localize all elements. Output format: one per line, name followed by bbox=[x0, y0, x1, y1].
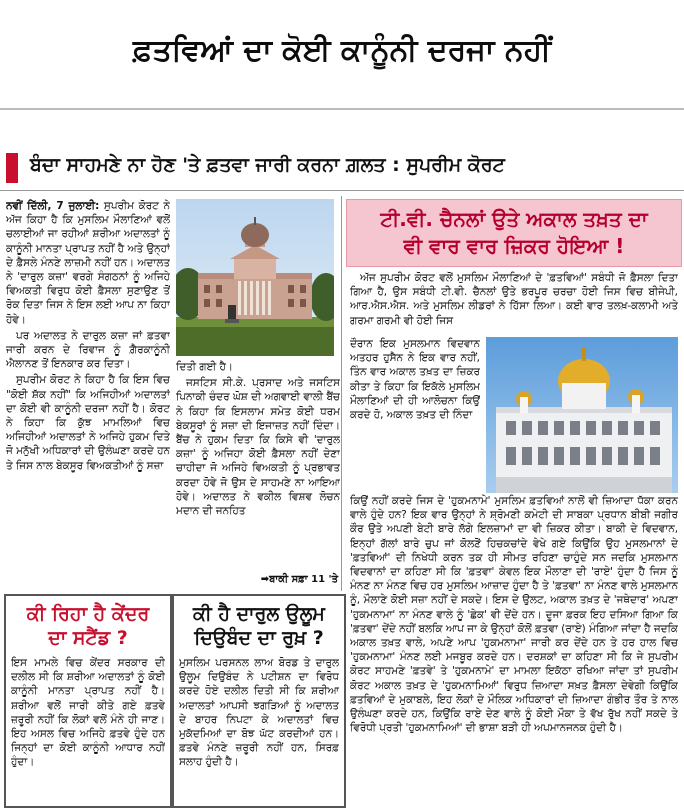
column-divider bbox=[341, 196, 342, 591]
subheadline: ਬੰਦਾ ਸਾਹਮਣੇ ਨਾ ਹੋਣ 'ਤੇ ਫ਼ਤਵਾ ਜਾਰੀ ਕਰਨਾ ਗ਼ਲਤ : ਸੁਪਰੀਮ ਕੋਰਟ bbox=[30, 154, 505, 176]
sidebar-headline-box bbox=[346, 199, 682, 267]
sidebar-narrow-col bbox=[350, 337, 480, 493]
box-title-line2: ਦਾ ਸਟੈਂਡ ? bbox=[48, 627, 128, 649]
box-title-line1: ਕੀ ਹੈ ਦਾਰੁਲ ਉਲੂਮ bbox=[193, 603, 325, 625]
paragraph: ਇਸ ਮਾਮਲੇ ਵਿਚ ਕੇਂਦਰ ਸਰਕਾਰ ਦੀ ਦਲੀਲ ਸੀ ਕਿ ਸ਼ਰੀਆ ਅਦਾਲਤਾਂ ਨੂੰ ਕੋਈ ਕਾਨੂੰਨੀ ਮਾਨਤਾ ਪ੍ਰਾਪਤ ਨਹੀਂ ਹੈ। ਸ਼ਰੀਆ ਵਲੋਂ ਜਾਰੀ ਕੀਤੇ ਗਏ ਫ਼ਤਵੇ ਜ਼ਰੂਰੀ ਨਹੀਂ ਕਿ ਲੋਕਾਂ ਵਲੋਂ ਮੰਨੇ ਹੀ ਜਾਣ। ਇਹ ਅਸਲ ਵਿਚ ਅਜਿਹੇ ਫ਼ਤਵੇ ਹੁੰਦੇ ਹਨ ਜਿਨ੍ਹਾਂ ਦਾ ਕੋਈ ਕਾਨੂੰਨੀ ਆਧਾਰ ਨਹੀਂ ਹੁੰਦਾ। bbox=[11, 657, 165, 769]
accent-bar bbox=[6, 153, 18, 183]
sidebar-title-line2: ਵੀ ਵਾਰ ਵਾਰ ਜ਼ਿਕਰ ਹੋਇਆ ! bbox=[403, 234, 625, 258]
paragraph: ਸੁਪਰੀਮ ਕੋਰਟ ਨੇ ਅੱਜ ਕਿਹਾ ਹੈ ਕਿ ਮੁਸਲਿਮ ਮੌਲਾਣਿਆਂ ਵਲੋਂ ਚਲਾਈਆਂ ਜਾ ਰਹੀਆਂ ਸ਼ਰੀਆ ਅਦਾਲਤਾਂ ਨੂੰ ਕਾਨੂੰਨੀ ਮਾਨਤਾ ਪ੍ਰਾਪਤ ਨਹੀਂ ਹੈ ਅਤੇ ਉਨ੍ਹਾਂ ਦੇ ਫ਼ੈਸਲੇ ਮੰਨਣੇ ਲਾਜ਼ਮੀ ਨਹੀਂ ਹਨ। ਅਦਾਲਤ ਨੇ 'ਦਾਰੁਲ ਕਜ਼ਾ' ਵਰਗੇ ਸੰਗਠਨਾਂ ਨੂੰ ਅਜਿਹੇ ਵਿਅਕਤੀ ਵਿਰੁਧ ਕੋਈ ਫ਼ੈਸਲਾ ਸੁਣਾਉਣ ਤੋਂ ਰੋਕ ਦਿਤਾ ਜਿਸ ਨੇ ਇਸ ਲਈ ਆਪ ਨਾ ਕਿਹਾ ਹੋਵੇ। bbox=[6, 200, 170, 326]
sidebar-title-line1: ਟੀ.ਵੀ. ਚੈਨਲਾਂ ਉਤੇ ਅਕਾਲ ਤਖ਼ਤ ਦਾ bbox=[380, 207, 648, 231]
paragraph: ਜਸਟਿਸ ਸੀ.ਕੇ. ਪ੍ਰਸਾਦ ਅਤੇ ਜਸਟਿਸ ਪਿਨਾਕੀ ਚੰਦਰ ਘੋਸ਼ ਦੀ ਅਗਵਾਈ ਵਾਲੀ ਬੈਂਚ ਨੇ ਕਿਹਾ ਕਿ ਇਸਲਾਮ ਸਮੇਤ ਕੋਈ ਧਰਮ ਬੇਕਸੂਰਾਂ ਨੂੰ ਸਜ਼ਾ ਦੀ ਇਜਾਜ਼ਤ ਨਹੀਂ ਦਿੰਦਾ। ਬੈਂਚ ਨੇ ਹੁਕਮ ਦਿਤਾ ਕਿ ਕਿਸੇ ਵੀ 'ਦਾਰੁਲ ਕਜ਼ਾ' ਨੂੰ ਅਜਿਹਾ ਕੋਈ ਫ਼ੈਸਲਾ ਨਹੀਂ ਦੇਣਾ ਚਾਹੀਦਾ ਜੋ ਅਜਿਹੇ ਵਿਅਕਤੀ ਨੂੰ ਪ੍ਰਭਾਵਤ ਕਰਦਾ ਹੋਵੇ ਜੋ ਉਸ ਦੇ ਸਾਹਮਣੇ ਨਾ ਆਇਆ ਹੋਵੇ। ਅਦਾਲਤ ਨੇ ਵਕੀਲ ਵਿਸ਼ਵ ਲੋਚਨ ਮਦਾਨ ਦੀ ਜਨਹਿਤ bbox=[176, 377, 340, 518]
supreme-court-image bbox=[176, 199, 334, 356]
paragraph: ਅੱਜ ਸੁਪਰੀਮ ਕੋਰਟ ਵਲੋਂ ਮੁਸਲਿਮ ਮੌਲਾਣਿਆਂ ਦੇ 'ਫ਼ਤਵਿਆਂ' ਸਬੰਧੀ ਜੋ ਫ਼ੈਸਲਾ ਦਿਤਾ ਗਿਆ ਹੈ, ਉਸ ਸਬੰਧੀ ਟੀ.ਵੀ. ਚੈਨਲਾਂ ਉਤੇ ਭਰਪੂਰ ਚਰਚਾ ਹੋਈ ਜਿਸ ਵਿਚ ਬੀਜੇਪੀ, ਆਰ.ਐਸ.ਐਸ. ਅਤੇ ਮੁਸਲਿਮ ਲੀਡਰਾਂ ਨੇ ਹਿੱਸਾ ਲਿਆ। ਕਈ ਵਾਰ ਤਲਖ਼-ਕਲਾਮੀ ਅਤੇ ਗਰਮਾ ਗਰਮੀ ਵੀ ਹੋਈ ਜਿਸ bbox=[350, 272, 678, 327]
divider bbox=[0, 190, 684, 191]
golden-temple-image bbox=[486, 337, 678, 493]
box-body bbox=[11, 656, 165, 796]
sidebar-title bbox=[347, 206, 681, 260]
paragraph: ਦਿਤੀ ਗਈ ਹੈ। bbox=[176, 361, 233, 373]
sidebar-para1 bbox=[350, 271, 678, 335]
dateline: ਨਵੀਂ ਦਿੱਲੀ, 7 ਜੁਲਾਈ: bbox=[6, 200, 100, 212]
box-title bbox=[6, 602, 170, 650]
supreme-court-photo bbox=[176, 199, 334, 356]
main-story-col1 bbox=[6, 199, 170, 567]
divider bbox=[0, 108, 684, 110]
paragraph: ਕਿਉਂ ਨਹੀਂ ਕਰਦੇ ਜਿਸ ਦੇ 'ਹੁਕਮਨਾਮੇ' ਮੁਸਲਿਮ ਫ਼ਤਵਿਆਂ ਨਾਲੋਂ ਵੀ ਜ਼ਿਆਦਾ ਧੱਕਾ ਕਰਨ ਵਾਲੇ ਹੁੰਦੇ ਹਨ? ਇਕ ਵਾਰ ਉਨ੍ਹਾਂ ਨੇ ਸ਼੍ਰੋਮਣੀ ਕਮੇਟੀ ਦੀ ਸਾਬਕਾ ਪ੍ਰਧਾਨ ਬੀਬੀ ਜਗੀਰ ਕੌਰ ਉਤੇ ਅਪਣੀ ਬੇਟੀ ਬਾਰੇ ਲੱਗੇ ਇਲਜ਼ਾਮਾਂ ਦਾ ਵੀ ਜ਼ਿਕਰ ਕੀਤਾ। ਬਾਕੀ ਦੇ ਵਿਦਵਾਨ, ਇਨ੍ਹਾਂ ਗੱਲਾਂ ਬਾਰੇ ਚੁਪ ਜਾਂ ਕੋਲਣੋਂ ਹਿਚਕਚਾਂਦੇ ਵੇਖੇ ਗਏ ਕਿਉਂਕਿ ਉਹ ਮੁਸਲਮਾਨਾਂ ਦੇ 'ਫ਼ਤਵਿਆਂ' ਦੀ ਨਿਖੇਧੀ ਕਰਨ ਤਕ ਹੀ ਸੀਮਤ ਰਹਿਣਾ ਚਾਹੁੰਦੇ ਸਨ ਜਦਕਿ ਮੁਸਲਮਾਨ ਵਿਦਵਾਨਾਂ ਦਾ ਕਹਿਣਾ ਸੀ ਕਿ 'ਫ਼ਤਵਾ' ਕੇਵਲ ਇਕ ਮੌਲਾਣਾ ਦੀ 'ਰਾਏ' ਹੁੰਦਾ ਹੈ ਜਿਸ ਨੂੰ ਮੰਨਣ ਨਾ ਮੰਨਣ ਵਿਚ ਹਰ ਮੁਸਲਿਮ ਆਜ਼ਾਦ ਹੁੰਦਾ ਹੈ ਤੇ 'ਫ਼ਤਵਾ' ਨਾ ਮੰਨਣ ਵਾਲੇ ਮੁਸਲਮਾਨ ਨੂੰ, ਮੌਲਾਣੇ ਕੋਈ ਸਜ਼ਾ ਨਹੀਂ ਦੇ ਸਕਦੇ। ਇਸ ਦੇ ਉਲਟ, ਅਕਾਲ ਤਖ਼ਤ ਦੇ 'ਜਥੇਦਾਰ' ਅਪਣਾ 'ਹੁਕਮਨਾਮਾ' ਨਾ ਮੰਨਣ ਵਾਲੇ ਨੂੰ 'ਛੇਕ' ਵੀ ਦੇਂਦੇ ਹਨ। ਦੂਜਾ ਫ਼ਰਕ ਇਹ ਦਸਿਆ ਗਿਆ ਕਿ 'ਫ਼ਤਵਾ' ਦੇਂਦੇ ਨਹੀਂ ਬਲਕਿ ਆਪ ਜਾ ਕੇ ਉਨ੍ਹਾਂ ਕੋਲੋਂ ਫ਼ਤਵਾ (ਰਾਏ) ਮੰਗਿਆ ਜਾਂਦਾ ਹੈ ਜਦਕਿ ਅਕਾਲ ਤਖ਼ਤ ਵਾਲੇ, ਅਪਣੇ ਆਪ 'ਹੁਕਮਨਾਮਾ' ਜਾਰੀ ਕਰ ਦੇਂਦੇ ਹਨ ਤੇ ਹਰ ਹਾਲ ਵਿਚ 'ਹੁਕਮਨਾਮਾ' ਮੰਨਣ ਲਈ ਮਜਬੂਰ ਕਰਦੇ ਹਨ। ਦਰਸ਼ਕਾਂ ਦਾ ਕਹਿਣਾ ਸੀ ਕਿ ਜੇ ਸੁਪਰੀਮ ਕੋਰਟ ਸਾਹਮਣੇ 'ਫ਼ਤਵੇ' ਤੇ 'ਹੁਕਮਨਾਮੇ' ਦਾ ਮਾਮਲਾ ਇਕੱਠਾ ਰਖਿਆ ਜਾਂਦਾ ਤਾਂ ਸੁਪਰੀਮ ਕੋਰਟ ਅਕਾਲ ਤਖ਼ਤ ਦੇ 'ਹੁਕਮਨਾਮਿਆਂ' ਵਿਰੁਧ ਜ਼ਿਆਦਾ ਸਖ਼ਤ ਫ਼ੈਸਲਾ ਦੇਵੇਗੀ ਕਿਉਂਕਿ ਫ਼ਤਵਿਆਂ ਦੇ ਮੁਕਾਬਲੇ, ਇਹ ਲੋਕਾਂ ਦੇ ਮੌਲਿਕ ਅਧਿਕਾਰਾਂ ਦੀ ਜ਼ਿਆਦਾ ਗੰਭੀਰ ਤੌਰ ਤੇ ਨਾਲ ਉਲੰਘਣਾ ਕਰਦੇ ਹਨ, ਕਿਉਂਕਿ ਰਾਏ ਦੇਣ ਵਾਲੇ ਨੂੰ ਕੋਈ ਮੌਕਾ ਤੇ ਵੱਖ ਰੁੱਖ ਨਹੀਂ ਸਕਦੇ ਤੇ ਵਿਰੋਧੀ ਪ੍ਰਤੀ 'ਹੁਕਮਨਾਮਿਆਂ' ਦੀ ਭਾਸ਼ਾ ਬੜੀ ਹੀ ਅਪਮਾਨਜਨਕ ਹੁੰਦੀ ਹੈ। bbox=[350, 495, 678, 735]
continued-note[interactable]: ➡ਬਾਕੀ ਸਫ਼ਾ 11 'ਤੇ bbox=[260, 574, 338, 585]
box-title-line1: ਕੀ ਰਿਹਾ ਹੈ ਕੇਂਦਰ bbox=[26, 603, 150, 625]
box-title bbox=[174, 602, 344, 650]
paragraph: ਦੌਰਾਨ ਇਕ ਮੁਸਲਮਾਨ ਵਿਦਵਾਨ ਅਤਹਰ ਹੁਸੈਨ ਨੇ ਇਕ ਵਾਰ ਨਹੀਂ, ਤਿੰਨ ਵਾਰ ਅਕਾਲ ਤਖ਼ਤ ਦਾ ਜ਼ਿਕਰ ਕੀਤਾ ਤੇ ਕਿਹਾ ਕਿ ਇਕੱਲੇ ਮੁਸਲਿਮ ਮੌਲਾਣਿਆਂ ਦੀ ਹੀ ਆਲੋਚਨਾ ਕਿਉਂ ਕਰਦੇ ਹੋ, ਅਕਾਲ ਤਖ਼ਤ ਦੀ ਨਿੰਦਾ bbox=[350, 338, 480, 422]
paragraph: ਸੁਪਰੀਮ ਕੋਰਟ ਨੇ ਕਿਹਾ ਹੈ ਕਿ ਇਸ ਵਿਚ "ਕੋਈ ਸ਼ੱਕ ਨਹੀਂ" ਕਿ ਅਜਿਹੀਆਂ ਅਦਾਲਤਾਂ ਦਾ ਕੋਈ ਵੀ ਕਾਨੂੰਨੀ ਦਰਜਾ ਨਹੀਂ ਹੈ। ਕੋਰਟ ਨੇ ਕਿਹਾ ਕਿ ਕੁੱਝ ਮਾਮਲਿਆਂ ਵਿਚ ਅਜਿਹੀਆਂ ਅਦਾਲਤਾਂ ਨੇ ਅਜਿਹੇ ਹੁਕਮ ਦਿਤੇ ਜੋ ਮਨੁੱਖੀ ਅਧਿਕਾਰਾਂ ਦੀ ਉਲੰਘਣਾ ਕਰਦੇ ਹਨ ਤੇ ਜਿਸ ਨਾਲ ਬੇਕਸੂਰ ਵਿਅਕਤੀਆਂ ਨੂੰ ਸਜ਼ਾ bbox=[6, 374, 170, 472]
headline: ਫ਼ਤਵਿਆਂ ਦਾ ਕੋਈ ਕਾਨੂੰਨੀ ਦਰਜਾ ਨਹੀਂ bbox=[132, 32, 552, 68]
box-body bbox=[179, 656, 339, 796]
paragraph: ਮੁਸਲਿਮ ਪਰਸਨਲ ਲਾਅ ਬੋਰਡ ਤੇ ਦਾਰੁਲ ਉਲੂਮ ਦਿਉਬੰਦ ਨੇ ਪਟੀਸ਼ਨ ਦਾ ਵਿਰੋਧ ਕਰਦੇ ਹੋਏ ਦਲੀਲ ਦਿਤੀ ਸੀ ਕਿ ਸ਼ਰੀਆ ਅਦਾਲਤਾਂ ਆਪਸੀ ਝਗੜਿਆਂ ਨੂੰ ਅਦਾਲਤ ਦੇ ਬਾਹਰ ਨਿਪਟਾ ਕੇ ਅਦਾਲਤਾਂ ਵਿਚ ਮੁਕੱਦਮਿਆਂ ਦਾ ਬੋਝ ਘੱਟ ਕਰਦੀਆਂ ਹਨ। ਫ਼ਤਵੇ ਮੰਨਣੇ ਜ਼ਰੂਰੀ ਨਹੀਂ ਹਨ, ਸਿਰਫ਼ ਸਲਾਹ ਹੁੰਦੀ ਹੈ। bbox=[179, 657, 339, 769]
box-title-line2: ਦਿਉਬੰਦ ਦਾ ਰੁਖ਼ ? bbox=[194, 627, 324, 649]
box-darul-uloom bbox=[172, 594, 346, 808]
box-centre-stand bbox=[4, 594, 172, 808]
main-story-col2 bbox=[176, 360, 340, 567]
paragraph: ਪਰ ਅਦਾਲਤ ਨੇ ਦਾਰੁਲ ਕਜ਼ਾ ਜਾਂ ਫ਼ਤਵਾ ਜਾਰੀ ਕਰਨ ਦੇ ਰਿਵਾਜ ਨੂੰ ਗ਼ੈਰਕਾਨੂੰਨੀ ਐਲਾਨਣ ਤੋਂ ਇਨਕਾਰ ਕਰ ਦਿਤਾ। bbox=[6, 329, 170, 371]
sidebar-para2 bbox=[350, 494, 678, 806]
akal-takht-photo bbox=[486, 337, 678, 493]
